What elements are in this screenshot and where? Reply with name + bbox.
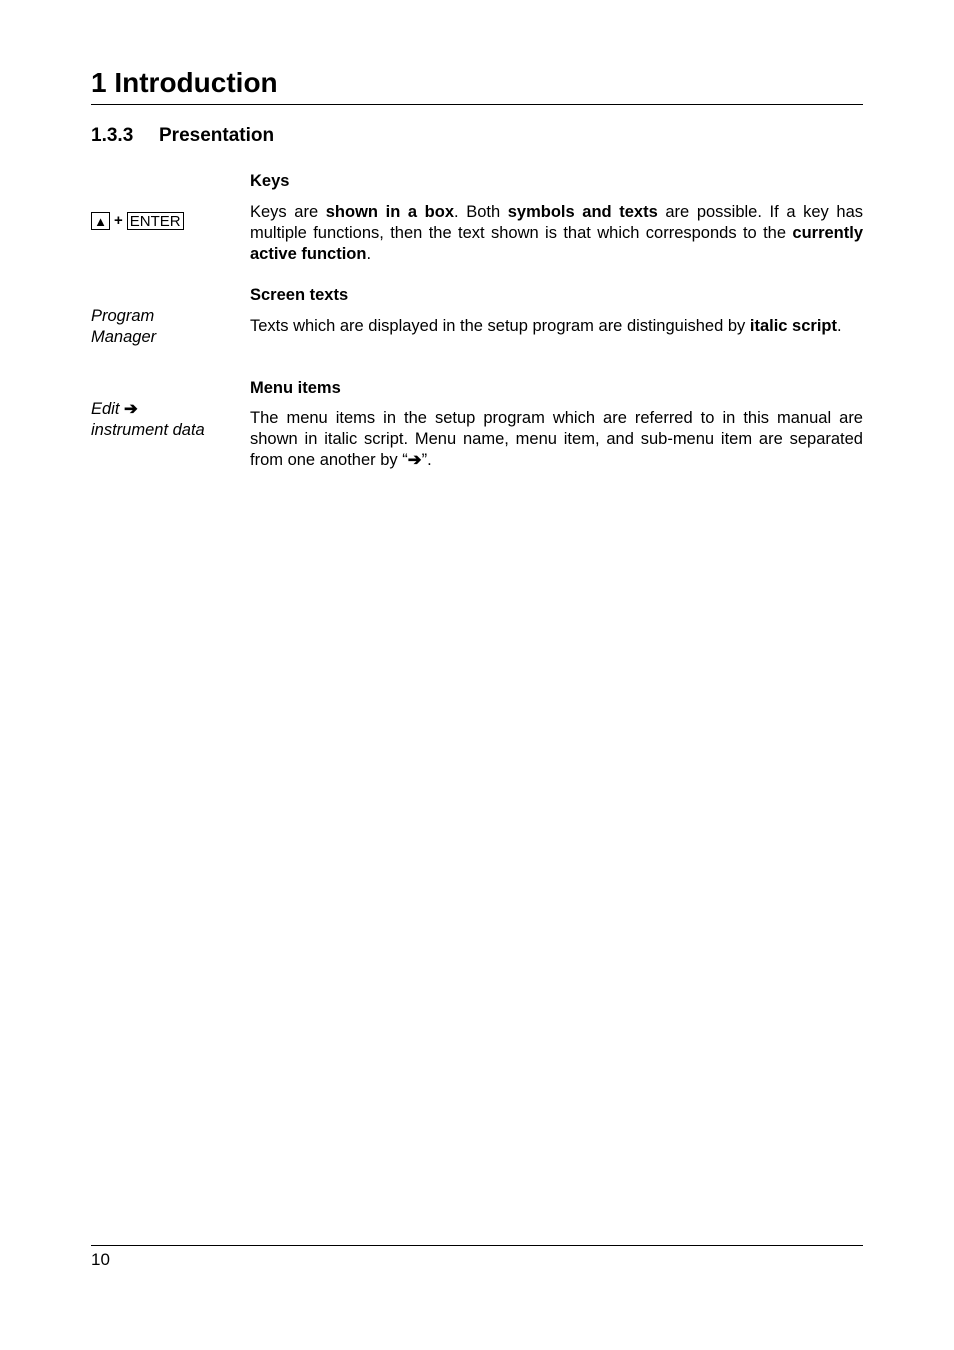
keys-bold-3: currently active function bbox=[250, 224, 863, 263]
keys-paragraph bbox=[250, 202, 863, 265]
keys-text-2: . Both bbox=[454, 203, 508, 221]
menu-items-margin-example bbox=[91, 399, 241, 441]
screen-texts-margin-line-1: Program bbox=[91, 307, 155, 325]
section-number: 1.3.3 bbox=[91, 125, 134, 146]
screen-texts-paragraph bbox=[250, 316, 863, 337]
keys-text-3: are possible. If a key has multiple functions, then the text shown is that which corresponds to the bbox=[250, 203, 863, 242]
keys-bold-1: shown in a box bbox=[325, 203, 454, 221]
menu-items-margin-line-2: instrument data bbox=[91, 421, 205, 439]
keys-bold-2: symbols and texts bbox=[507, 203, 658, 221]
section-title bbox=[91, 124, 274, 148]
enter-key-box: ENTER bbox=[127, 212, 184, 230]
screen-texts-bold-1: italic script bbox=[749, 317, 837, 335]
plus-sign: + bbox=[114, 212, 123, 230]
keys-margin-example bbox=[91, 210, 241, 231]
header-divider bbox=[91, 104, 863, 105]
page-number: 10 bbox=[91, 1250, 110, 1269]
section-title-text: Presentation bbox=[159, 125, 275, 146]
footer-divider bbox=[91, 1245, 863, 1246]
menu-items-heading: Menu items bbox=[250, 379, 341, 397]
menu-items-text-2: ”. bbox=[421, 451, 432, 469]
chapter-title: 1 Introduction bbox=[91, 67, 278, 98]
screen-texts-text-2: . bbox=[836, 317, 842, 335]
keys-text-1: Keys are bbox=[250, 203, 326, 221]
menu-arrow-icon: ➔ bbox=[124, 400, 138, 418]
keys-text-4: . bbox=[366, 245, 372, 263]
menu-items-text-1: The menu items in the setup program which are referred to in this manual are shown in italic script. Menu name, menu item, and sub-menu item are separated from one another by “ bbox=[250, 409, 863, 469]
screen-texts-margin-line-2: Manager bbox=[91, 328, 157, 346]
screen-texts-heading: Screen texts bbox=[250, 286, 349, 304]
separator-arrow-icon: ➔ bbox=[407, 451, 422, 469]
menu-items-paragraph bbox=[250, 408, 863, 471]
keys-heading: Keys bbox=[250, 172, 290, 190]
screen-texts-margin-example bbox=[91, 306, 241, 348]
up-arrow-key-icon: ▲ bbox=[91, 212, 110, 230]
menu-items-margin-line-1: Edit bbox=[91, 400, 120, 418]
screen-texts-text-1: Texts which are displayed in the setup program are distinguished by bbox=[250, 317, 750, 335]
